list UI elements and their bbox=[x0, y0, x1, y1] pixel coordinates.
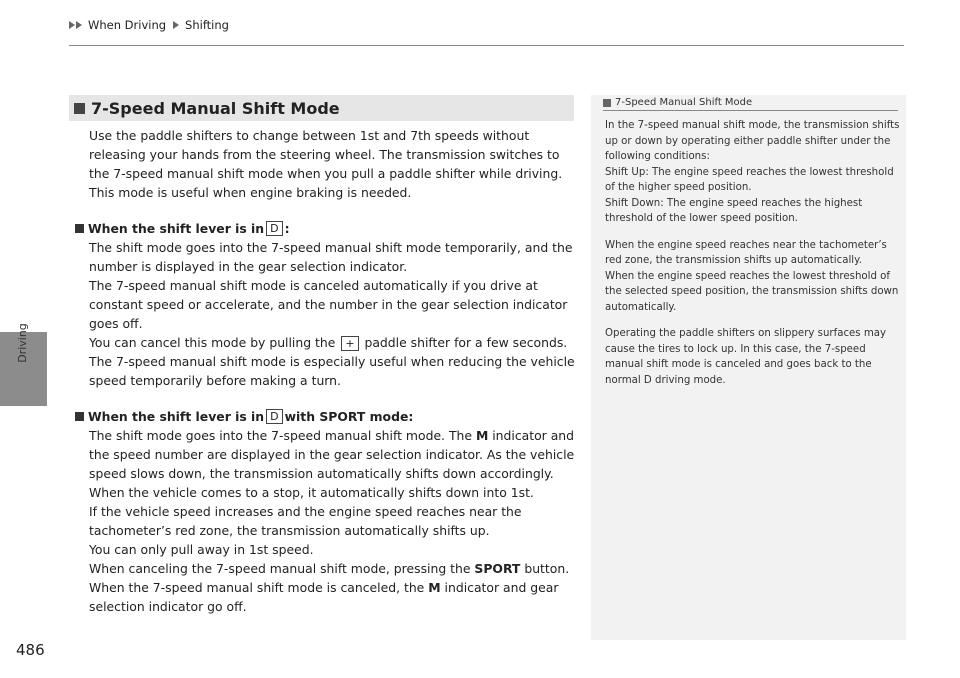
subheading-square-icon bbox=[75, 412, 84, 421]
sidebar-heading: 7-Speed Manual Shift Mode bbox=[603, 97, 898, 111]
paragraph: The 7-speed manual shift mode is especially useful when reducing the vehicle speed temporarily before making a turn. bbox=[89, 354, 575, 388]
sidebar-paragraph: When the engine speed reaches the lowest threshold of the selected speed position, the transmission shifts down automatically. bbox=[605, 270, 899, 313]
paragraph: The shift mode goes into the 7-speed manual shift mode. The M indicator and the speed number are displayed in the gear selection indicator. As the vehicle speed slows down, the transmission automatically shifts down accordingly. When the vehicle comes to a stop, it automatically shifts down into 1st. bbox=[89, 428, 575, 500]
breadcrumb-item-when-driving[interactable]: When Driving bbox=[88, 18, 167, 32]
sidebar-note bbox=[591, 95, 906, 640]
sidebar-paragraph: Shift Down: The engine speed reaches the highest threshold of the lower speed position. bbox=[605, 197, 863, 224]
section-title: 7-Speed Manual Shift Mode bbox=[91, 98, 340, 118]
section-heading bbox=[69, 95, 574, 121]
subheading-d-sport: When the shift lever is in D with SPORT mode: bbox=[89, 407, 577, 426]
paragraph: The shift mode goes into the 7-speed manual shift mode temporarily, and the number is displayed in the gear selection indicator. bbox=[89, 240, 573, 274]
main-content bbox=[89, 126, 577, 616]
d-key-icon: D bbox=[266, 409, 282, 424]
sidebar-paragraph: Shift Up: The engine speed reaches the lowest threshold of the higher speed position. bbox=[605, 166, 894, 193]
sidebar-paragraph: In the 7-speed manual shift mode, the transmission shifts up or down by operating either paddle shifter under the following conditions: bbox=[605, 120, 900, 162]
paragraph: You can cancel this mode by pulling the + paddle shifter for a few seconds. bbox=[89, 335, 568, 350]
breadcrumb-arrow-icon bbox=[173, 18, 179, 32]
paragraph: The 7-speed manual shift mode is canceled automatically if you drive at constant speed or accelerate, and the number in the gear selection indicator goes off. bbox=[89, 278, 568, 331]
breadcrumb-item-shifting[interactable]: Shifting bbox=[185, 18, 229, 32]
reference-icon bbox=[603, 99, 611, 107]
paragraph: If the vehicle speed increases and the engine speed reaches near the tachometer’s red zone, the transmission automatically shifts up. bbox=[89, 504, 522, 538]
breadcrumb-arrow-icon bbox=[69, 21, 82, 29]
paragraph: When canceling the 7-speed manual shift mode, pressing the SPORT button. When the 7-speed manual shift mode is canceled, the M indicator and gear selection indicator go off. bbox=[89, 561, 570, 614]
sidebar-body bbox=[605, 118, 900, 388]
sidebar-paragraph: When the engine speed reaches near the tachometer’s red zone, the transmission shifts up automatically. bbox=[605, 239, 887, 266]
paragraph: You can only pull away in 1st speed. bbox=[89, 542, 314, 557]
section-square-icon bbox=[74, 103, 85, 114]
breadcrumb bbox=[69, 18, 229, 32]
d-key-icon: D bbox=[266, 221, 282, 236]
sidebar-paragraph: Operating the paddle shifters on slippery surfaces may cause the tires to lock up. In this case, the 7-speed manual shift mode is canceled and goes back to the normal D driving mode. bbox=[605, 328, 887, 386]
page-number: 486 bbox=[16, 641, 45, 659]
chapter-tab-label: Driving bbox=[16, 323, 29, 363]
plus-key-icon: + bbox=[341, 336, 358, 351]
intro-paragraph: Use the paddle shifters to change between 1st and 7th speeds without releasing your hands from the steering wheel. The transmission switches to the 7-speed manual shift mode when you pull a paddle shifter while driving. This mode is useful when engine braking is needed. bbox=[89, 128, 563, 200]
subheading-d-position: When the shift lever is in D : bbox=[89, 219, 577, 238]
subheading-square-icon bbox=[75, 224, 84, 233]
header-divider bbox=[69, 45, 904, 46]
